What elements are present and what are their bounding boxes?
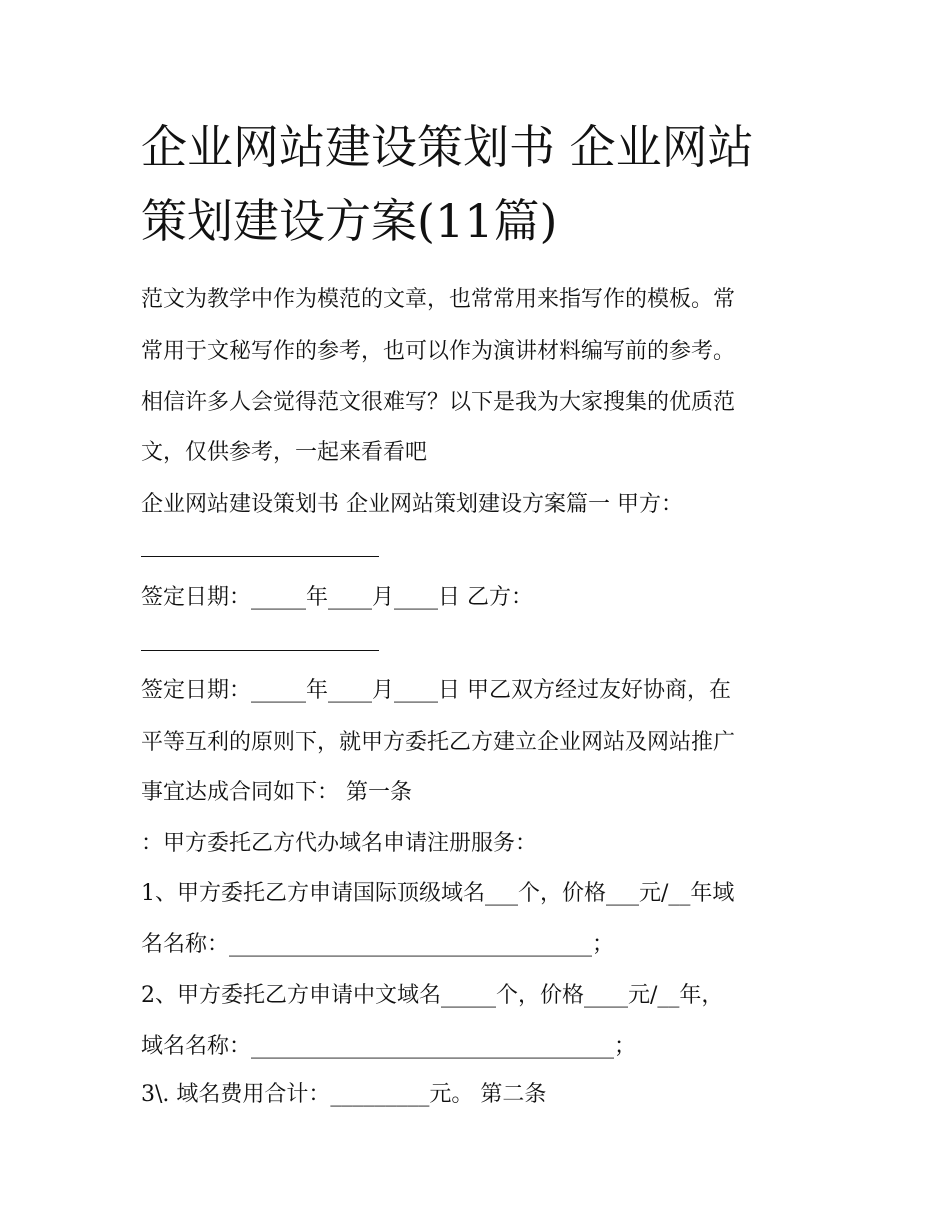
- document-title-line-1: 企业网站建设策划书 企业网站: [141, 120, 754, 174]
- body-line: 平等互利的原则下，就甲方委托乙方建立企业网站及网站推广: [141, 730, 736, 755]
- intro-line-3: 相信许多人会觉得范文很难写？以下是我为大家搜集的优质范: [141, 390, 736, 415]
- document-title-line-2: 策划建设方案(11篇): [141, 194, 558, 248]
- body-line: ：甲方委托乙方代办域名申请注册服务：: [141, 831, 538, 856]
- signature-blank-party-b: [141, 650, 379, 651]
- intro-line-2: 常用于文秘写作的参考，也可以作为演讲材料编写前的参考。: [141, 339, 736, 364]
- sign-date-line-a: 签定日期：_____年____月____日 乙方：: [141, 585, 533, 610]
- intro-line-4: 文，仅供参考，一起来看看吧: [141, 440, 428, 465]
- section-heading-line: 企业网站建设策划书 企业网站策划建设方案篇一 甲方：: [141, 492, 683, 517]
- body-line: 3\. 域名费用合计：_________元。 第二条: [141, 1082, 547, 1107]
- intro-line-1: 范文为教学中作为模范的文章，也常常用来指写作的模板。常: [141, 287, 736, 312]
- sign-date-line-b: 签定日期：_____年____月____日 甲乙双方经过友好协商，在: [141, 678, 731, 703]
- body-line: 名名称：_________________________________；: [141, 932, 615, 957]
- body-line: 1、甲方委托乙方申请国际顶级域名___个，价格___元/__年域: [141, 881, 735, 906]
- body-line: 域名名称：_________________________________；: [141, 1034, 637, 1059]
- signature-blank-party-a: [141, 556, 379, 557]
- body-line: 2、甲方委托乙方申请中文域名_____个，价格____元/__年，: [141, 983, 724, 1008]
- body-line: 事宜达成合同如下： 第一条: [141, 780, 412, 805]
